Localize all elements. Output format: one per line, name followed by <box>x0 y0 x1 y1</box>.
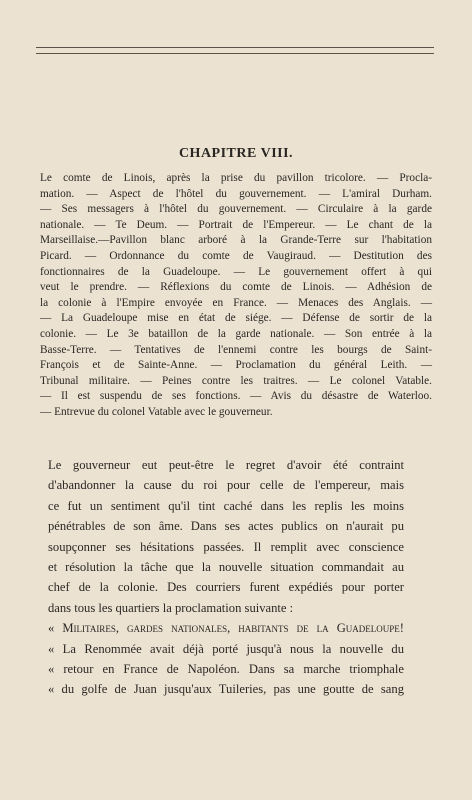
summary-line: Tribunal militaire. — Peines contre les traitres. — Le colonel Vatable. <box>40 374 432 387</box>
body-line: dans tous les quartiers la proclamation suivante : <box>48 600 294 615</box>
proclamation-line: « du golfe de Juan jusqu'aux Tuileries, pas une goutte de sang <box>48 682 404 697</box>
body-line: chef de la colonie. Des courriers furent expédiés pour porter <box>48 580 404 595</box>
proclamation-line: « retour en France de Napoléon. Dans sa marche triomphale <box>48 662 404 677</box>
summary-line: colonie. — Le 3e bataillon de la garde nationale. — Son entrée à la <box>40 327 432 340</box>
body-line: Le gouverneur eut peut-être le regret d'avoir été contraint <box>48 458 404 472</box>
summary-line: fonctionnaires de la Guadeloupe. — Le gouvernement offert à qui <box>40 265 432 278</box>
summary-line: — La Guadeloupe mise en état de siége. — Défense de sortir de la <box>40 312 432 325</box>
summary-line: — Ses messagers à l'hôtel du gouvernement. — Circulaire à la garde <box>40 203 432 216</box>
summary-line: Basse-Terre. — Tentatives de l'ennemi contre les bourgs de Saint- <box>40 343 432 356</box>
summary-line: mation. — Aspect de l'hôtel du gouvernement. — L'amiral Durham. <box>40 187 432 200</box>
summary-line: Le comte de Linois, après la prise du pavillon tricolore. — Procla- <box>40 172 432 184</box>
summary-line: — Entrevue du colonel Vatable avec le gouverneur. <box>40 405 273 418</box>
chapter-summary <box>40 171 432 421</box>
summary-line: la colonie à l'Empire envoyée en France. — Menaces des Anglais. — <box>40 296 432 309</box>
summary-line: François et de Sainte-Anne. — Proclamation du général Leith. — <box>40 359 432 372</box>
header-double-rule <box>36 47 434 54</box>
summary-line: — Il est suspendu de ses fonctions. — Avis du désastre de Waterloo. <box>40 390 432 403</box>
body-line: ce fut un sentiment qu'il tint caché dans les replis les moins <box>48 498 404 513</box>
summary-line: nationale. — Te Deum. — Portrait de l'Empereur. — Le chant de la <box>40 218 432 231</box>
summary-line: Marseillaise.—Pavillon blanc arboré à la Grande-Terre sur l'habitation <box>40 234 432 247</box>
proclamation-line: « La Renommée avait déjà porté jusqu'à nous la nouvelle du <box>48 641 404 656</box>
summary-line: Picard. — Ordonnance du comte de Vaugiraud. — Destitution des <box>40 249 432 262</box>
body-line: pénétrables de son âme. Dans ses actes publics on n'aurait pu <box>48 519 404 534</box>
body-line: soupçonner ses hésitations passées. Il remplit avec conscience <box>48 539 404 554</box>
body-line: d'abandonner la cause du roi pour celle de l'empereur, mais <box>48 478 404 493</box>
proclamation <box>48 618 404 700</box>
body-text <box>48 455 404 700</box>
body-line: et résolution la tâche que la nouvelle situation commandait au <box>48 560 404 575</box>
proclamation-heading: « Militaires, gardes nationales, habitants de la Guadeloupe! <box>48 621 404 636</box>
chapter-title: CHAPITRE VIII. <box>178 146 294 161</box>
summary-line: veut le prendre. — Réflexions du comte de Linois. — Adhésion de <box>40 281 432 294</box>
